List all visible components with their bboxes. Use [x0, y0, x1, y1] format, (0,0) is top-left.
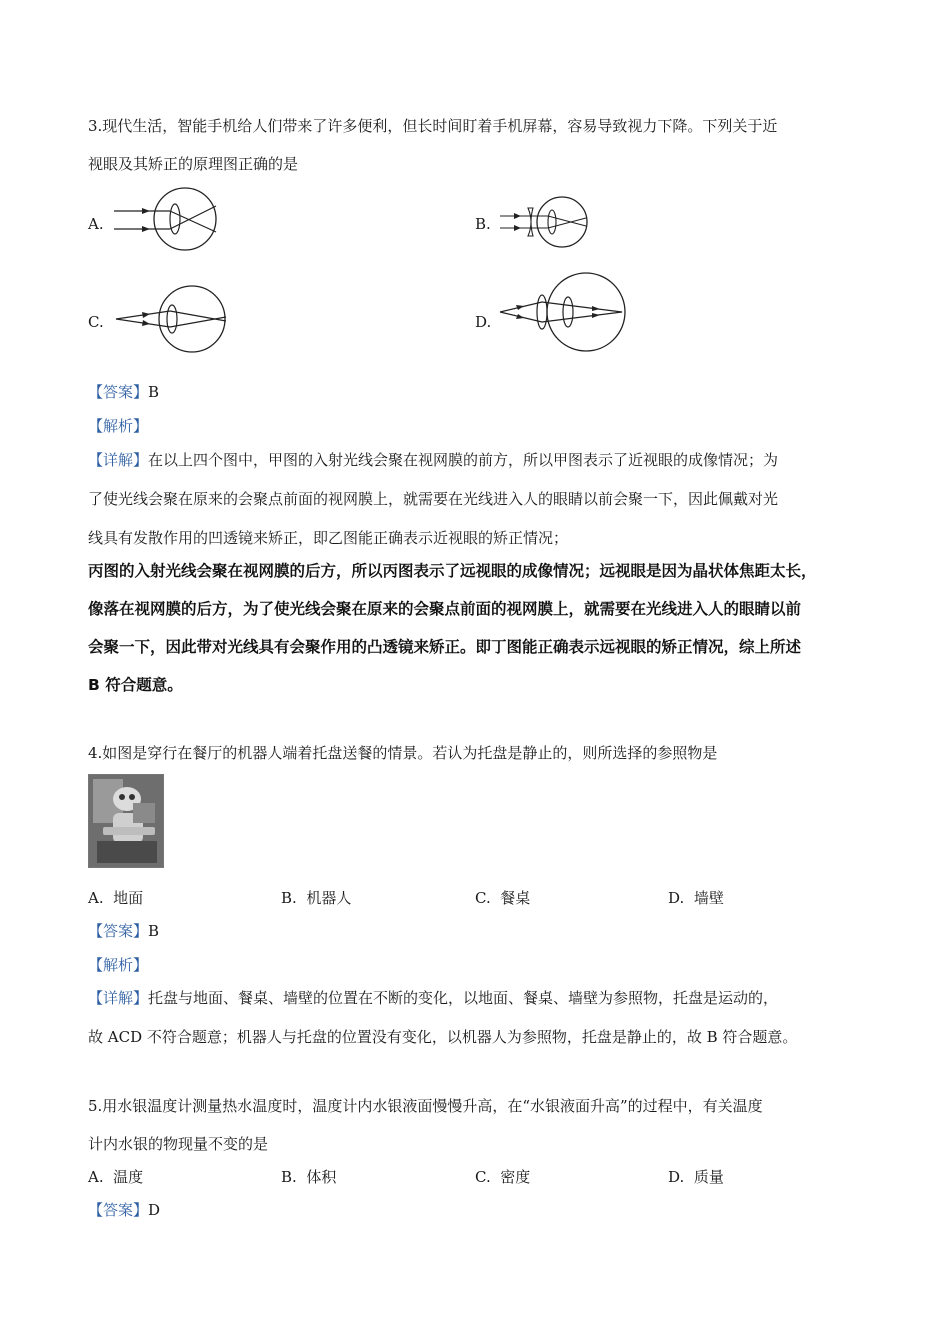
q4-option-d	[668, 888, 724, 908]
q3-figure-a	[112, 186, 224, 252]
q3-detail-line4: 丙图的入射光线会聚在视网膜的后方，所以丙图表示了远视眼的成像情况；远视眼是因为晶状体焦距太长，	[88, 562, 817, 580]
q5-option-b	[281, 1167, 336, 1187]
option-label: D.	[668, 1168, 685, 1186]
q3-stem-line1: 3.现代生活，智能手机给人们带来了许多便利，但长时间盯着手机屏幕，容易导致视力下降。下列关于近	[88, 117, 778, 135]
q3-figure-d	[496, 270, 630, 354]
option-label: B.	[281, 1168, 297, 1186]
q4-answer	[88, 921, 159, 941]
answer-tag: 【答案】	[88, 383, 149, 401]
q5-stem-line2: 计内水银的物现量不变的是	[88, 1135, 269, 1153]
q3-detail-line2: 了使光线会聚在原来的会聚点前面的视网膜上，就需要在光线进入人的眼睛以前会聚一下，因此佩戴对光	[88, 490, 779, 508]
q3-detail-line3: 线具有发散作用的凹透镜来矫正，即乙图能正确表示近视眼的矫正情况；	[88, 529, 569, 547]
q5-option-c	[475, 1167, 530, 1187]
answer-value: B	[148, 922, 160, 940]
answer-value: B	[148, 383, 160, 401]
q4-option-c	[475, 888, 530, 908]
detail-tag: 【详解】	[88, 451, 149, 469]
answer-value: D	[148, 1201, 161, 1219]
option-label: A.	[88, 1168, 104, 1186]
option-label: C.	[475, 1168, 491, 1186]
q4-stem: 4.如图是穿行在餐厅的机器人端着托盘送餐的情景。若认为托盘是静止的，则所选择的参照物是	[88, 744, 718, 762]
q3-figure-c	[112, 284, 232, 354]
q3-option-d-label: D.	[475, 313, 492, 331]
robot-waiter-photo	[88, 774, 164, 868]
option-text: 墙壁	[693, 889, 724, 907]
q5-option-a	[88, 1167, 143, 1187]
option-text: 体积	[306, 1168, 337, 1186]
option-text: 质量	[693, 1168, 724, 1186]
q3-option-b-label: B.	[475, 215, 491, 233]
q3-detail-line6: 会聚一下，因此带对光线具有会聚作用的凸透镜来矫正。即丁图能正确表示远视眼的矫正情况，综上所述	[88, 638, 802, 656]
q3-analysis-tag: 【解析】	[88, 417, 149, 435]
q5-option-d	[668, 1167, 724, 1187]
q4-analysis-tag: 【解析】	[88, 956, 149, 974]
q5-answer	[88, 1200, 160, 1220]
q4-option-b	[281, 888, 351, 908]
detail-tag: 【详解】	[88, 989, 149, 1007]
q3-figure-b	[498, 194, 590, 250]
q4-option-a	[88, 888, 143, 908]
q3-detail-line7: B 符合题意。	[88, 676, 183, 694]
q3-detail-line5: 像落在视网膜的后方，为了使光线会聚在原来的会聚点前面的视网膜上，就需要在光线进入人的眼睛以前	[88, 600, 802, 618]
q3-answer	[88, 382, 159, 402]
detail-text: 托盘与地面、餐桌、墙壁的位置在不断的变化，以地面、餐桌、墙壁为参照物，托盘是运动的，	[148, 989, 779, 1007]
option-text: 餐桌	[500, 889, 531, 907]
option-text: 机器人	[306, 889, 352, 907]
q3-stem-line2: 视眼及其矫正的原理图正确的是	[88, 155, 299, 173]
option-label: A.	[88, 889, 104, 907]
answer-tag: 【答案】	[88, 922, 149, 940]
q5-stem-line1: 5.用水银温度计测量热水温度时，温度计内水银液面慢慢升高，在“水银液面升高”的过程中，有关温度	[88, 1097, 763, 1115]
q4-detail-line1	[88, 988, 778, 1008]
q3-option-c-label: C.	[88, 313, 104, 331]
option-label: D.	[668, 889, 685, 907]
q3-detail-line1	[88, 450, 778, 470]
q3-option-a-label: A.	[88, 215, 104, 233]
q4-detail-line2: 故 ACD 不符合题意；机器人与托盘的位置没有变化，以机器人为参照物，托盘是静止的，故 B 符合题意。	[88, 1028, 798, 1046]
option-label: C.	[475, 889, 491, 907]
option-text: 地面	[113, 889, 144, 907]
option-label: B.	[281, 889, 297, 907]
robot-photo-graphic	[89, 775, 163, 867]
detail-text: 在以上四个图中，甲图的入射光线会聚在视网膜的前方，所以甲图表示了近视眼的成像情况；为	[148, 451, 779, 469]
option-text: 温度	[113, 1168, 144, 1186]
answer-tag: 【答案】	[88, 1201, 149, 1219]
option-text: 密度	[500, 1168, 531, 1186]
